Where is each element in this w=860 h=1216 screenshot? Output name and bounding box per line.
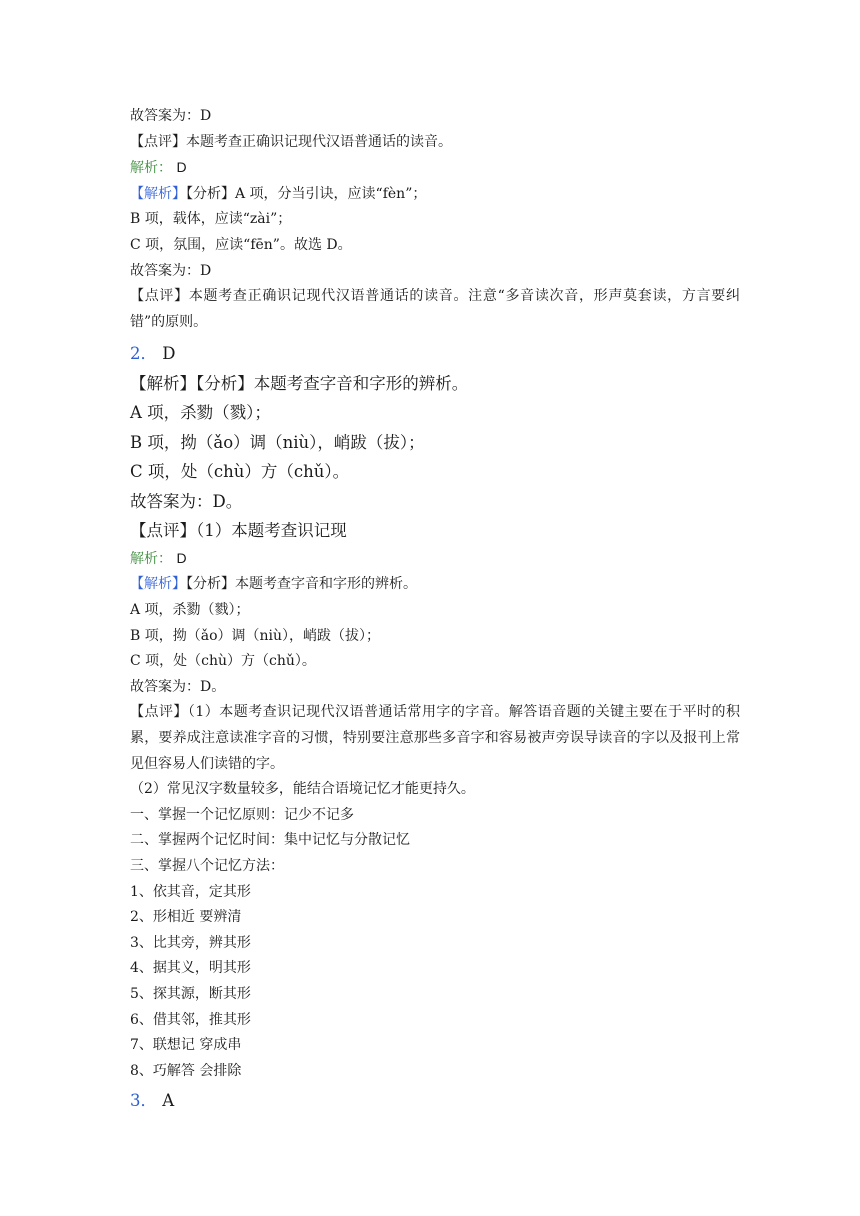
- document-page: [130, 104, 740, 1116]
- question-answer-letter: A: [162, 1091, 175, 1111]
- principle-2: 二、掌握两个记忆时间：集中记忆与分散记忆: [130, 832, 410, 849]
- comment-paragraph: 【点评】本题考查正确识记现代汉语普通话的读音。注意“多音读次音，形声莫套读，方言要纠错”的原则。: [130, 288, 740, 330]
- answer-line: 故答案为：D。: [130, 678, 226, 695]
- big-option-c-line: C 项，处（chù）方（chǔ）。: [130, 462, 350, 482]
- option-b-line: B 项，载体，应读“zài”；: [130, 211, 292, 228]
- method-item: 3、比其旁，辨其形: [130, 934, 251, 951]
- option-c-line: C 项，氛围，应读“fēn”。故选 D。: [130, 236, 352, 253]
- question-2-heading: [130, 339, 740, 369]
- jiexi-line: [130, 546, 740, 573]
- principle-3: 三、掌握八个记忆方法：: [130, 857, 284, 874]
- method-item: 6、借其邻，推其形: [130, 1011, 251, 1028]
- analysis-text: 【分析】A 项，分当引诀，应读“fèn”；: [186, 185, 427, 202]
- method-item: 5、探其源，断其形: [130, 985, 251, 1002]
- jiexi-line: [130, 155, 740, 182]
- jiexi-value: D: [176, 159, 187, 176]
- method-item: 4、据其义，明其形: [130, 960, 251, 977]
- comment-paragraph-2: （2）常见汉字数量较多，能结合语境记忆才能更持久。: [130, 781, 475, 798]
- answer-line: 故答案为：D: [130, 262, 212, 279]
- option-c-line: C 项，处（chù）方（chǔ）。: [130, 653, 316, 670]
- method-item: 7、联想记 穿成串: [130, 1037, 242, 1054]
- answer-line: 故答案为：D: [130, 108, 212, 124]
- option-b-line: B 项，拗（ǎo）调（niù），峭跋（拔）；: [130, 627, 381, 644]
- analysis-tag: 【解析】: [130, 185, 186, 202]
- analysis-line: [130, 182, 740, 208]
- method-item: 1、依其音，定其形: [130, 883, 251, 900]
- method-item: 2、形相近 要辨清: [130, 909, 242, 926]
- comment-paragraph: 【点评】（1）本题考查识记现代汉语普通话常用字的字音。解答语音题的关键主要在于平时的积累，要养成注意读准字音的习惯，特别要注意那些多音字和容易被声旁误导读音的字以及报刊上常见但容易人们读错的字。: [130, 704, 740, 772]
- question-3-heading: [130, 1086, 740, 1116]
- big-comment-line: 【点评】（1）本题考查识记现: [130, 521, 347, 541]
- comment-line: 【点评】本题考查正确识记现代汉语普通话的读音。: [130, 133, 452, 150]
- big-option-a-line: A 项，杀勠（戮）；: [130, 403, 271, 423]
- principle-1: 一、掌握一个记忆原则：记少不记多: [130, 806, 354, 823]
- option-a-line: A 项，杀勠（戮）；: [130, 602, 250, 619]
- method-list: [130, 880, 740, 1085]
- question-answer-letter: D: [162, 344, 176, 364]
- jiexi-label: 解析：: [130, 550, 172, 567]
- big-analysis-line: 【解析】【分析】本题考查字音和字形的辨析。: [130, 373, 469, 393]
- big-answer-line: 故答案为：D。: [130, 491, 243, 511]
- method-item: 8、巧解答 会排除: [130, 1062, 242, 1079]
- analysis-line: [130, 572, 740, 598]
- jiexi-label: 解析：: [130, 160, 172, 177]
- big-option-b-line: B 项，拗（ǎo）调（niù），峭跋（拔）；: [130, 432, 425, 452]
- question-number: 2．: [130, 344, 157, 364]
- question-number: 3．: [130, 1091, 157, 1111]
- analysis-tag: 【解析】: [130, 576, 186, 593]
- analysis-text: 【分析】本题考查字音和字形的辨析。: [186, 576, 417, 593]
- jiexi-value: D: [176, 549, 187, 566]
